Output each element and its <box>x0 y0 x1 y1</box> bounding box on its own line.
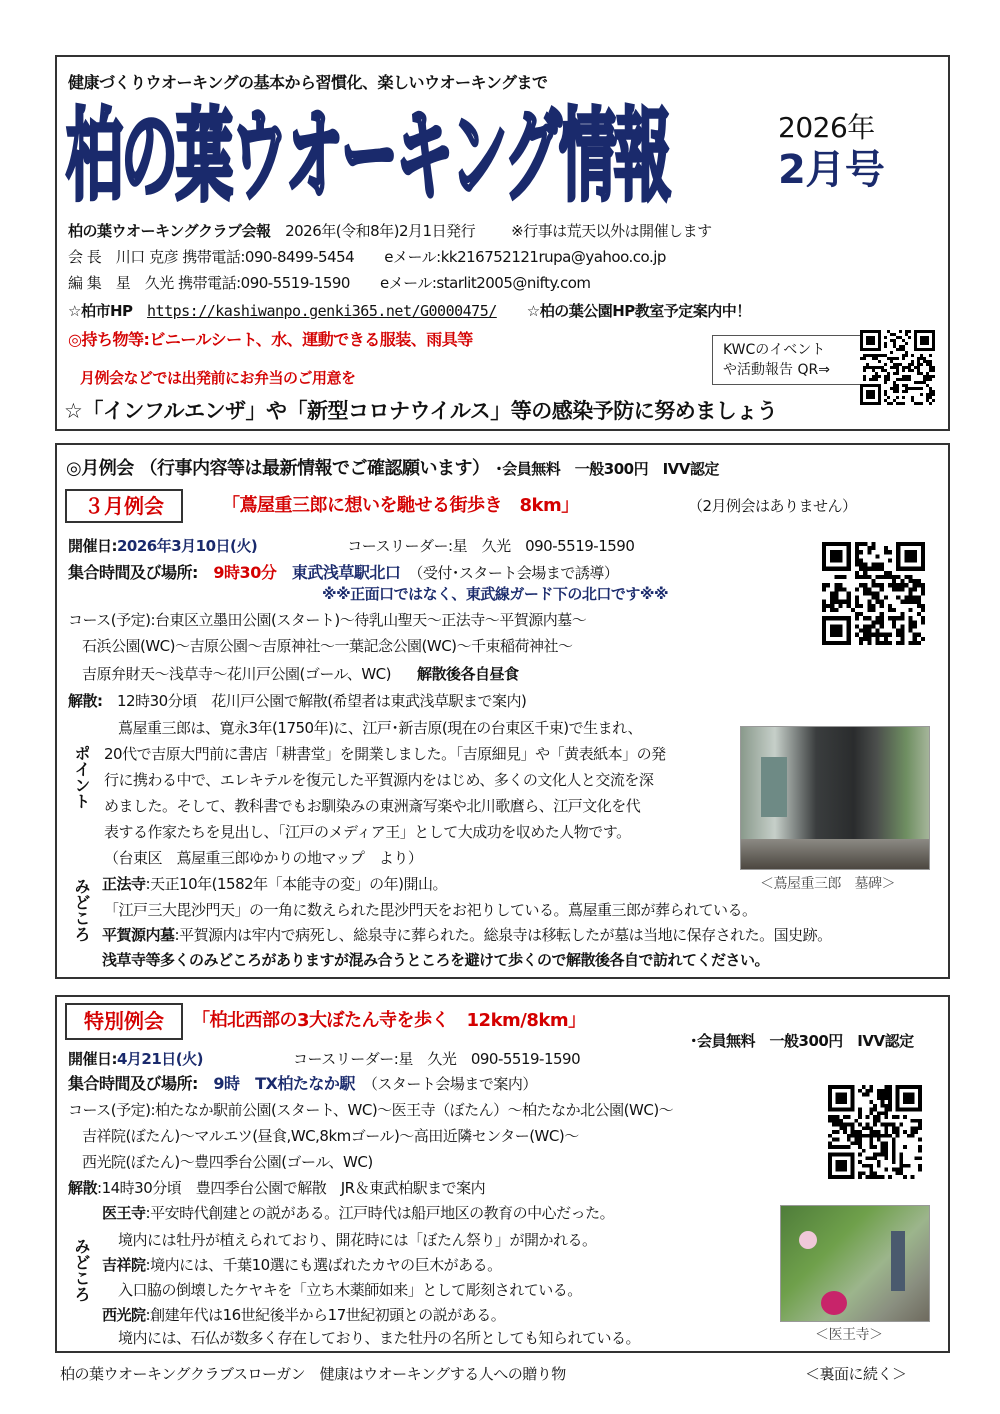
sights-label: みどころ <box>72 1238 91 1302</box>
march-dismiss: 解散: 12時30分頃 花川戸公園で解散(希望者は東武浅草駅まで案内) <box>68 692 527 710</box>
club-info <box>68 221 712 241</box>
hp-link[interactable]: https://kashiwanpo.genki365.net/G0000475/ <box>147 302 497 320</box>
point-line: 行に携わる中で、エレキテルを復元した平賀源内をはじめ、多くの文化人と交流を深 <box>104 771 654 789</box>
special-fee: ･会員無料 一般300円 IVV認定 <box>690 1032 914 1050</box>
qr-code-special[interactable] <box>828 1085 922 1179</box>
point-label: ポイント <box>72 745 91 809</box>
ioji-photo-caption: ＜医王寺＞ <box>815 1327 883 1343</box>
bento-note: 月例会などでは出発前にお弁当のご用意を <box>80 369 356 387</box>
special-tag: 特別例会 <box>65 1003 183 1040</box>
march-meet-row: 集合時間及び場所: 9時30分 東武浅草駅北口 （受付･スタート会場まで誘導） <box>68 563 619 582</box>
sight-row: 吉祥院:境内には、千葉10選にも選ばれたカヤの巨木がある。 <box>102 1256 502 1274</box>
issue-month: 2月号 <box>778 147 885 193</box>
issue-year: 2026年 <box>778 111 875 144</box>
march-course-2: 吉原弁財天～浅草寺～花川戸公園(ゴール、WC) 解散後各自昼食 <box>82 665 519 683</box>
special-meet-row: 集合時間及び場所: 9時 TX柏たなか駅 （スタート会場まで案内） <box>68 1074 537 1093</box>
point-line: 20代で吉原大門前に書店「耕書堂」を開業しました。「吉原細見」や「黄表紙本」の発 <box>104 745 666 763</box>
issue-date: 2026年(令和8年)2月1日発行 <box>285 222 476 240</box>
special-dismiss: 解散:14時30分頃 豊四季台公園で解散 JR＆東武柏駅まで案内 <box>68 1179 486 1197</box>
club-name: 柏の葉ウオーキングクラブ会報 <box>68 222 271 240</box>
kwc-qr-box: KWCのイベント や活動報告 QR⇒ <box>712 335 870 385</box>
grave-photo-caption: ＜蔦屋重三郎 墓碑＞ <box>760 876 895 892</box>
march-course-0: コース(予定):台東区立墨田公園(スタート)～待乳山聖天～正法寺～平賀源内墓～ <box>68 611 587 629</box>
point-line: 蔦屋重三郎は、寛永3年(1750年)に、江戸･新吉原(現在の台東区千束)で生まれ、 <box>118 719 643 737</box>
point-line: 表する作家たちを見出し、「江戸のメディア王」として大成功を収めた人物です。 <box>104 823 631 841</box>
sight-row: 境内には牡丹が植えられており、開花時には「ぼたん祭り」が開かれる。 <box>118 1231 597 1249</box>
sight-row: 平賀源内墓:平賀源内は牢内で病死し、総泉寺に葬られた。総泉寺は移転したが墓は当地に保存された。国史跡。 <box>102 926 832 944</box>
newsletter-title: 柏の葉ウオーキング情報 <box>66 99 670 215</box>
special-course-1: 吉祥院(ぼたん)～マルエツ(昼食,WC,8kmゴール)～高田近隣センター(WC)～ <box>82 1127 579 1145</box>
sight-row: 正法寺:天正10年(1582年「本能寺の変」の年)開山。 <box>102 875 448 893</box>
special-course-0: コース(予定):柏たなか駅前公園(スタート、WC)～医王寺（ぼたん）～柏たなか北公園(WC)～ <box>68 1101 674 1119</box>
march-date-row: 開催日:2026年3月10日(火) コースリーダー:星 久光 090-5519-1590 <box>68 537 635 555</box>
special-title: 「柏北西部の3大ぼたん寺を歩く 12km/8km」 <box>192 1010 586 1031</box>
infection-note: ☆「インフルエンザ」や「新型コロナウイルス」等の感染予防に努めましょう <box>64 399 778 423</box>
monthly-heading: ◎月例会 （行事内容等は最新情報でご確認願います） ･会員無料 一般300円 IVV認定 <box>66 458 719 479</box>
weather-note: ※行事は荒天以外は開催します <box>511 222 712 240</box>
sight-row: 浅草寺等多くのみどころがありますが混み合うところを避けて歩くので解散後各自で訪れてください。 <box>102 951 770 969</box>
footer-slogan: 柏の葉ウオーキングクラブスローガン 健康はウオーキングする人への贈り物 <box>60 1365 566 1383</box>
continued-note: ＜裏面に続く＞ <box>805 1365 907 1383</box>
special-course-2: 西光院(ぼたん)～豊四季台公園(ゴール、WC) <box>82 1153 373 1171</box>
sight-row: 入口脇の倒壊したケヤキを「立ち木薬師如来」として彫刻されている。 <box>118 1281 582 1299</box>
no-feb-note: （2月例会はありません） <box>688 497 857 515</box>
hp-row: ☆柏市HP https://kashiwanpo.genki365.net/G0000475/ ☆柏の葉公園HP教室予定案内中！ <box>68 302 751 320</box>
president-row: 会 長 川口 克彦 携帯電話:090-8499-5454 eメール:kk216752121rupa@yahoo.co.jp <box>68 248 666 266</box>
march-title: 「蔦屋重三郎に想いを馳せる街歩き 8km」 <box>222 495 579 516</box>
march-event-box <box>55 443 950 979</box>
point-line: めました。そして、教科書でもお馴染みの東洲斎写楽や北川歌麿ら、江戸文化を代 <box>104 797 641 815</box>
qr-code-kwc[interactable] <box>860 330 935 405</box>
sight-row: 医王寺:平安時代創建との説がある。江戸時代は船戸地区の教育の中心だった。 <box>102 1204 615 1222</box>
sight-row: 「江戸三大毘沙門天」の一角に数えられた毘沙門天をお祀りしている。蔦屋重三郎が葬られている。 <box>104 901 757 919</box>
sights-label: みどころ <box>72 878 91 942</box>
special-date-row: 開催日:4月21日(火) コースリーダー:星 久光 090-5519-1590 <box>68 1050 581 1068</box>
ioji-temple-photo <box>780 1205 930 1322</box>
point-line: （台東区 蔦屋重三郎ゆかりの地マップ より） <box>104 849 423 867</box>
editor-row: 編 集 星 久光 携帯電話:090-5519-1590 eメール:starlit2005@nifty.com <box>68 274 591 292</box>
qr-code-march[interactable] <box>822 542 925 645</box>
march-tag: ３月例会 <box>65 489 183 523</box>
subtitle: 健康づくりウオーキングの基本から習慣化、楽しいウオーキングまで <box>68 73 548 92</box>
sight-row: 西光院:創建年代は16世紀後半から17世紀初頭との説がある。 <box>102 1306 506 1324</box>
march-meet-warning: ※※正面口ではなく、東武線ガード下の北口です※※ <box>322 585 669 603</box>
sight-row: 境内には、石仏が数多く存在しており、また牡丹の名所としても知られている。 <box>118 1329 641 1347</box>
items-note: ◎持ち物等:ビニールシート、水、運動できる服装、雨具等 <box>68 330 473 349</box>
march-course-1: 石浜公園(WC)～吉原公園～吉原神社～一葉記念公園(WC)～千束稲荷神社～ <box>82 637 573 655</box>
tsutaya-grave-photo <box>740 726 930 870</box>
